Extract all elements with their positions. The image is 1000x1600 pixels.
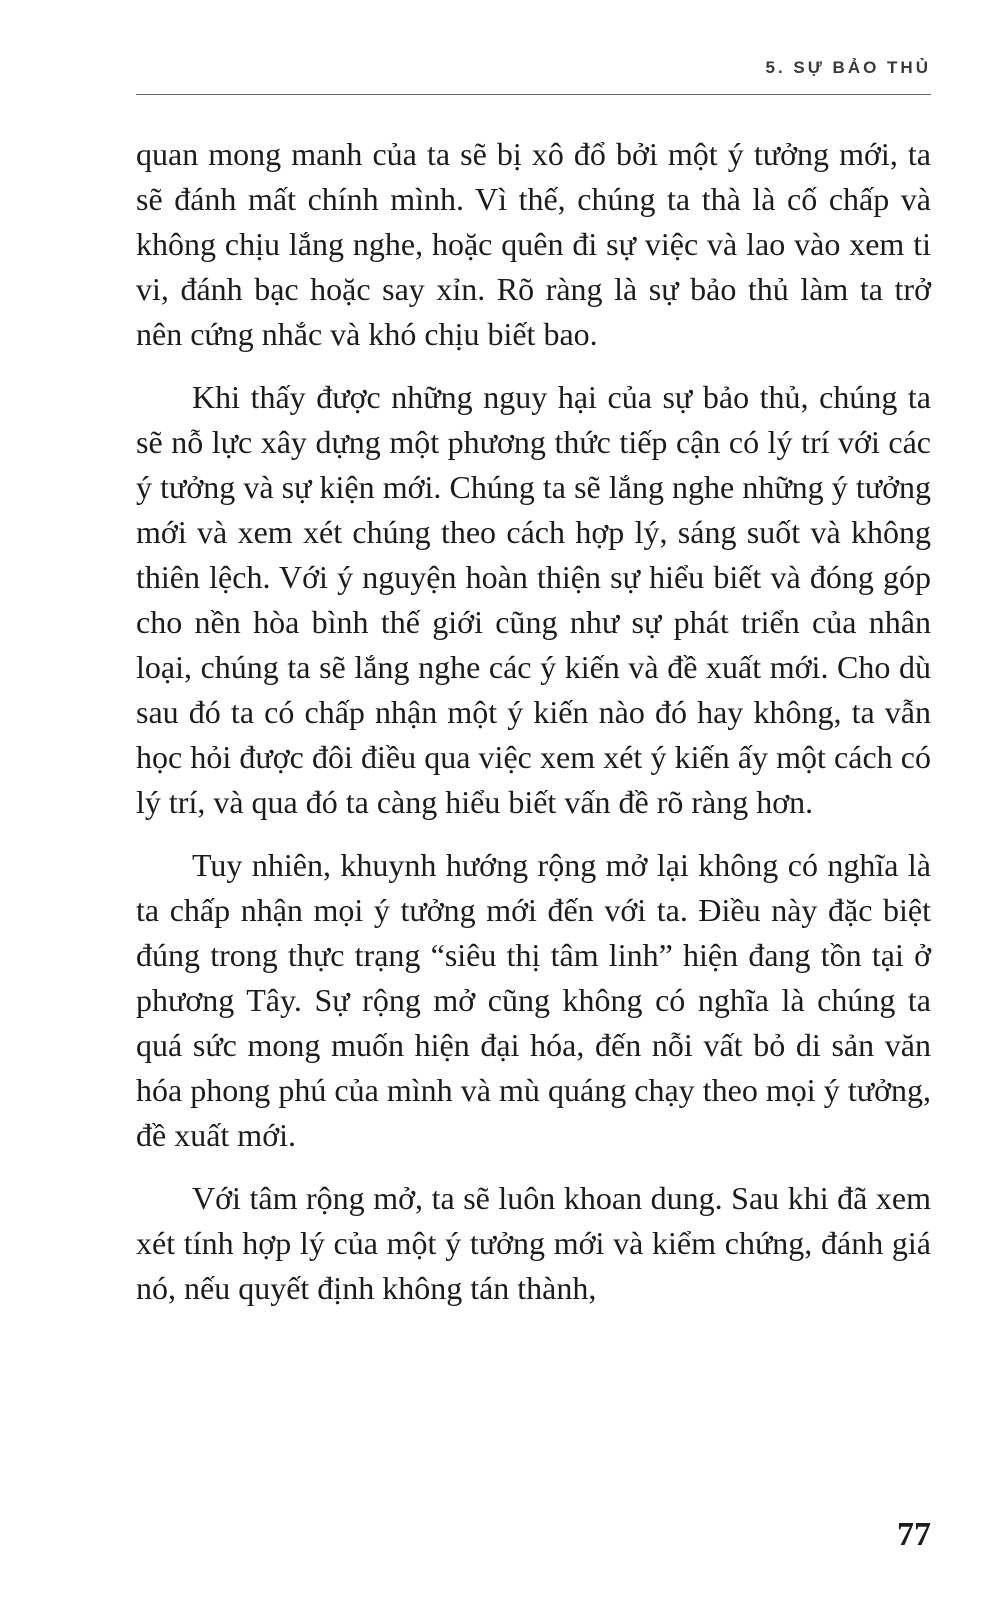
paragraph: Tuy nhiên, khuynh hướng rộng mở lại không có nghĩa là ta chấp nhận mọi ý tưởng mới đến với ta. Điều này đặc biệt đúng trong thực trạng “siêu thị tâm linh” hiện đang tồn tại ở phương Tây. Sự rộng mở cũng không có nghĩa là chúng ta quá sức mong muốn hiện đại hóa, đến nỗi vất bỏ di sản văn hóa phong phú của mình và mù quáng chạy theo mọi ý tưởng, đề xuất mới. [136, 847, 931, 1153]
page-number: 77 [897, 1516, 931, 1553]
body-text [136, 132, 931, 1329]
paragraph-continued: quan mong manh của ta sẽ bị xô đổ bởi một ý tưởng mới, ta sẽ đánh mất chính mình. Vì thế, chúng ta thà là cố chấp và không chịu lắng nghe, hoặc quên đi sự việc và lao vào xem ti vi, đánh bạc hoặc say xỉn. Rõ ràng là sự bảo thủ làm ta trở nên cứng nhắc và khó chịu biết bao. [136, 136, 931, 352]
running-header-chapter-title: 5. SỰ BẢO THỦ [765, 58, 931, 77]
paragraph: Khi thấy được những nguy hại của sự bảo thủ, chúng ta sẽ nỗ lực xây dựng một phương thức tiếp cận có lý trí với các ý tưởng và sự kiện mới. Chúng ta sẽ lắng nghe những ý tưởng mới và xem xét chúng theo cách hợp lý, sáng suốt và không thiên lệch. Với ý nguyện hoàn thiện sự hiểu biết và đóng góp cho nền hòa bình thế giới cũng như sự phát triển của nhân loại, chúng ta sẽ lắng nghe các ý kiến và đề xuất mới. Cho dù sau đó ta có chấp nhận một ý kiến nào đó hay không, ta vẫn học hỏi được đôi điều qua việc xem xét ý kiến ấy một cách có lý trí, và qua đó ta càng hiểu biết vấn đề rõ ràng hơn. [136, 379, 931, 820]
paragraph: Với tâm rộng mở, ta sẽ luôn khoan dung. Sau khi đã xem xét tính hợp lý của một ý tưởng mới và kiểm chứng, đánh giá nó, nếu quyết định không tán thành, [136, 1180, 931, 1306]
header-divider [136, 94, 931, 95]
